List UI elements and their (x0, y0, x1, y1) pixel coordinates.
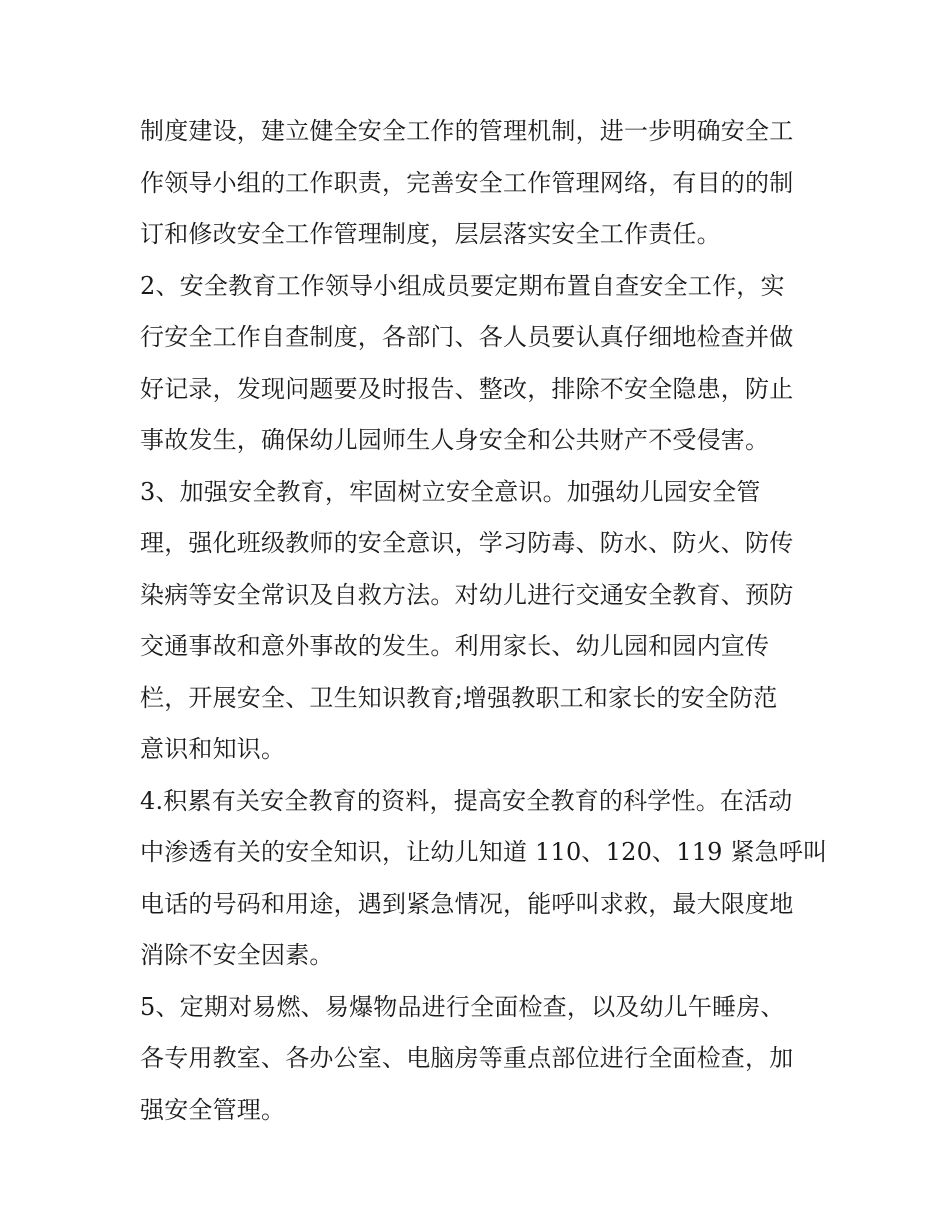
text-line: 强安全管理。 (140, 1095, 286, 1124)
text-line: 事故发生，确保幼儿园师生人身安全和公共财产不受侵害。 (140, 426, 770, 454)
text-line: 作领导小组的工作职责，完善安全工作管理网络，有目的的制 (140, 168, 794, 197)
text-line: 2、安全教育工作领导小组成员要定期布置自查安全工作，实 (140, 271, 785, 300)
text-line: 3、加强安全教育，牢固树立安全意识。加强幼儿园安全管 (140, 477, 761, 506)
text-line: 各专用教室、各办公室、电脑房等重点部位进行全面检查，加 (140, 1044, 794, 1072)
text-line: 5、定期对易燃、易爆物品进行全面检查，以及幼儿午睡房、 (140, 992, 785, 1021)
text-line: 交通事故和意外事故的发生。利用家长、幼儿园和园内宣传 (140, 632, 770, 660)
text-line: 行安全工作自查制度，各部门、各人员要认真仔细地检查并做 (140, 323, 794, 351)
text-line: 4.积累有关安全教育的资料，提高安全教育的科学性。在活动 (140, 786, 793, 815)
text-line: 意识和知识。 (140, 735, 286, 763)
text-line: 消除不安全因素。 (140, 941, 334, 969)
text-line: 中渗透有关的安全知识，让幼儿知道 110、120、119 紧急呼叫 (140, 838, 828, 866)
text-line: 染病等安全常识及自救方法。对幼儿进行交通安全教育、预防 (140, 580, 794, 609)
text-line: 订和修改安全工作管理制度，层层落实安全工作责任。 (140, 220, 721, 248)
text-line: 栏，开展安全、卫生知识教育;增强教职工和家长的安全防范 (140, 683, 778, 712)
text-line: 电话的号码和用途，遇到紧急情况，能呼叫求救，最大限度地 (140, 889, 794, 918)
text-line: 理，强化班级教师的安全意识，学习防毒、防水、防火、防传 (140, 529, 794, 557)
text-line: 制度建设，建立健全安全工作的管理机制，进一步明确安全工 (140, 117, 794, 145)
document-body (140, 106, 828, 1136)
text-line: 好记录，发现问题要及时报告、整改，排除不安全隐患，防止 (140, 374, 794, 403)
